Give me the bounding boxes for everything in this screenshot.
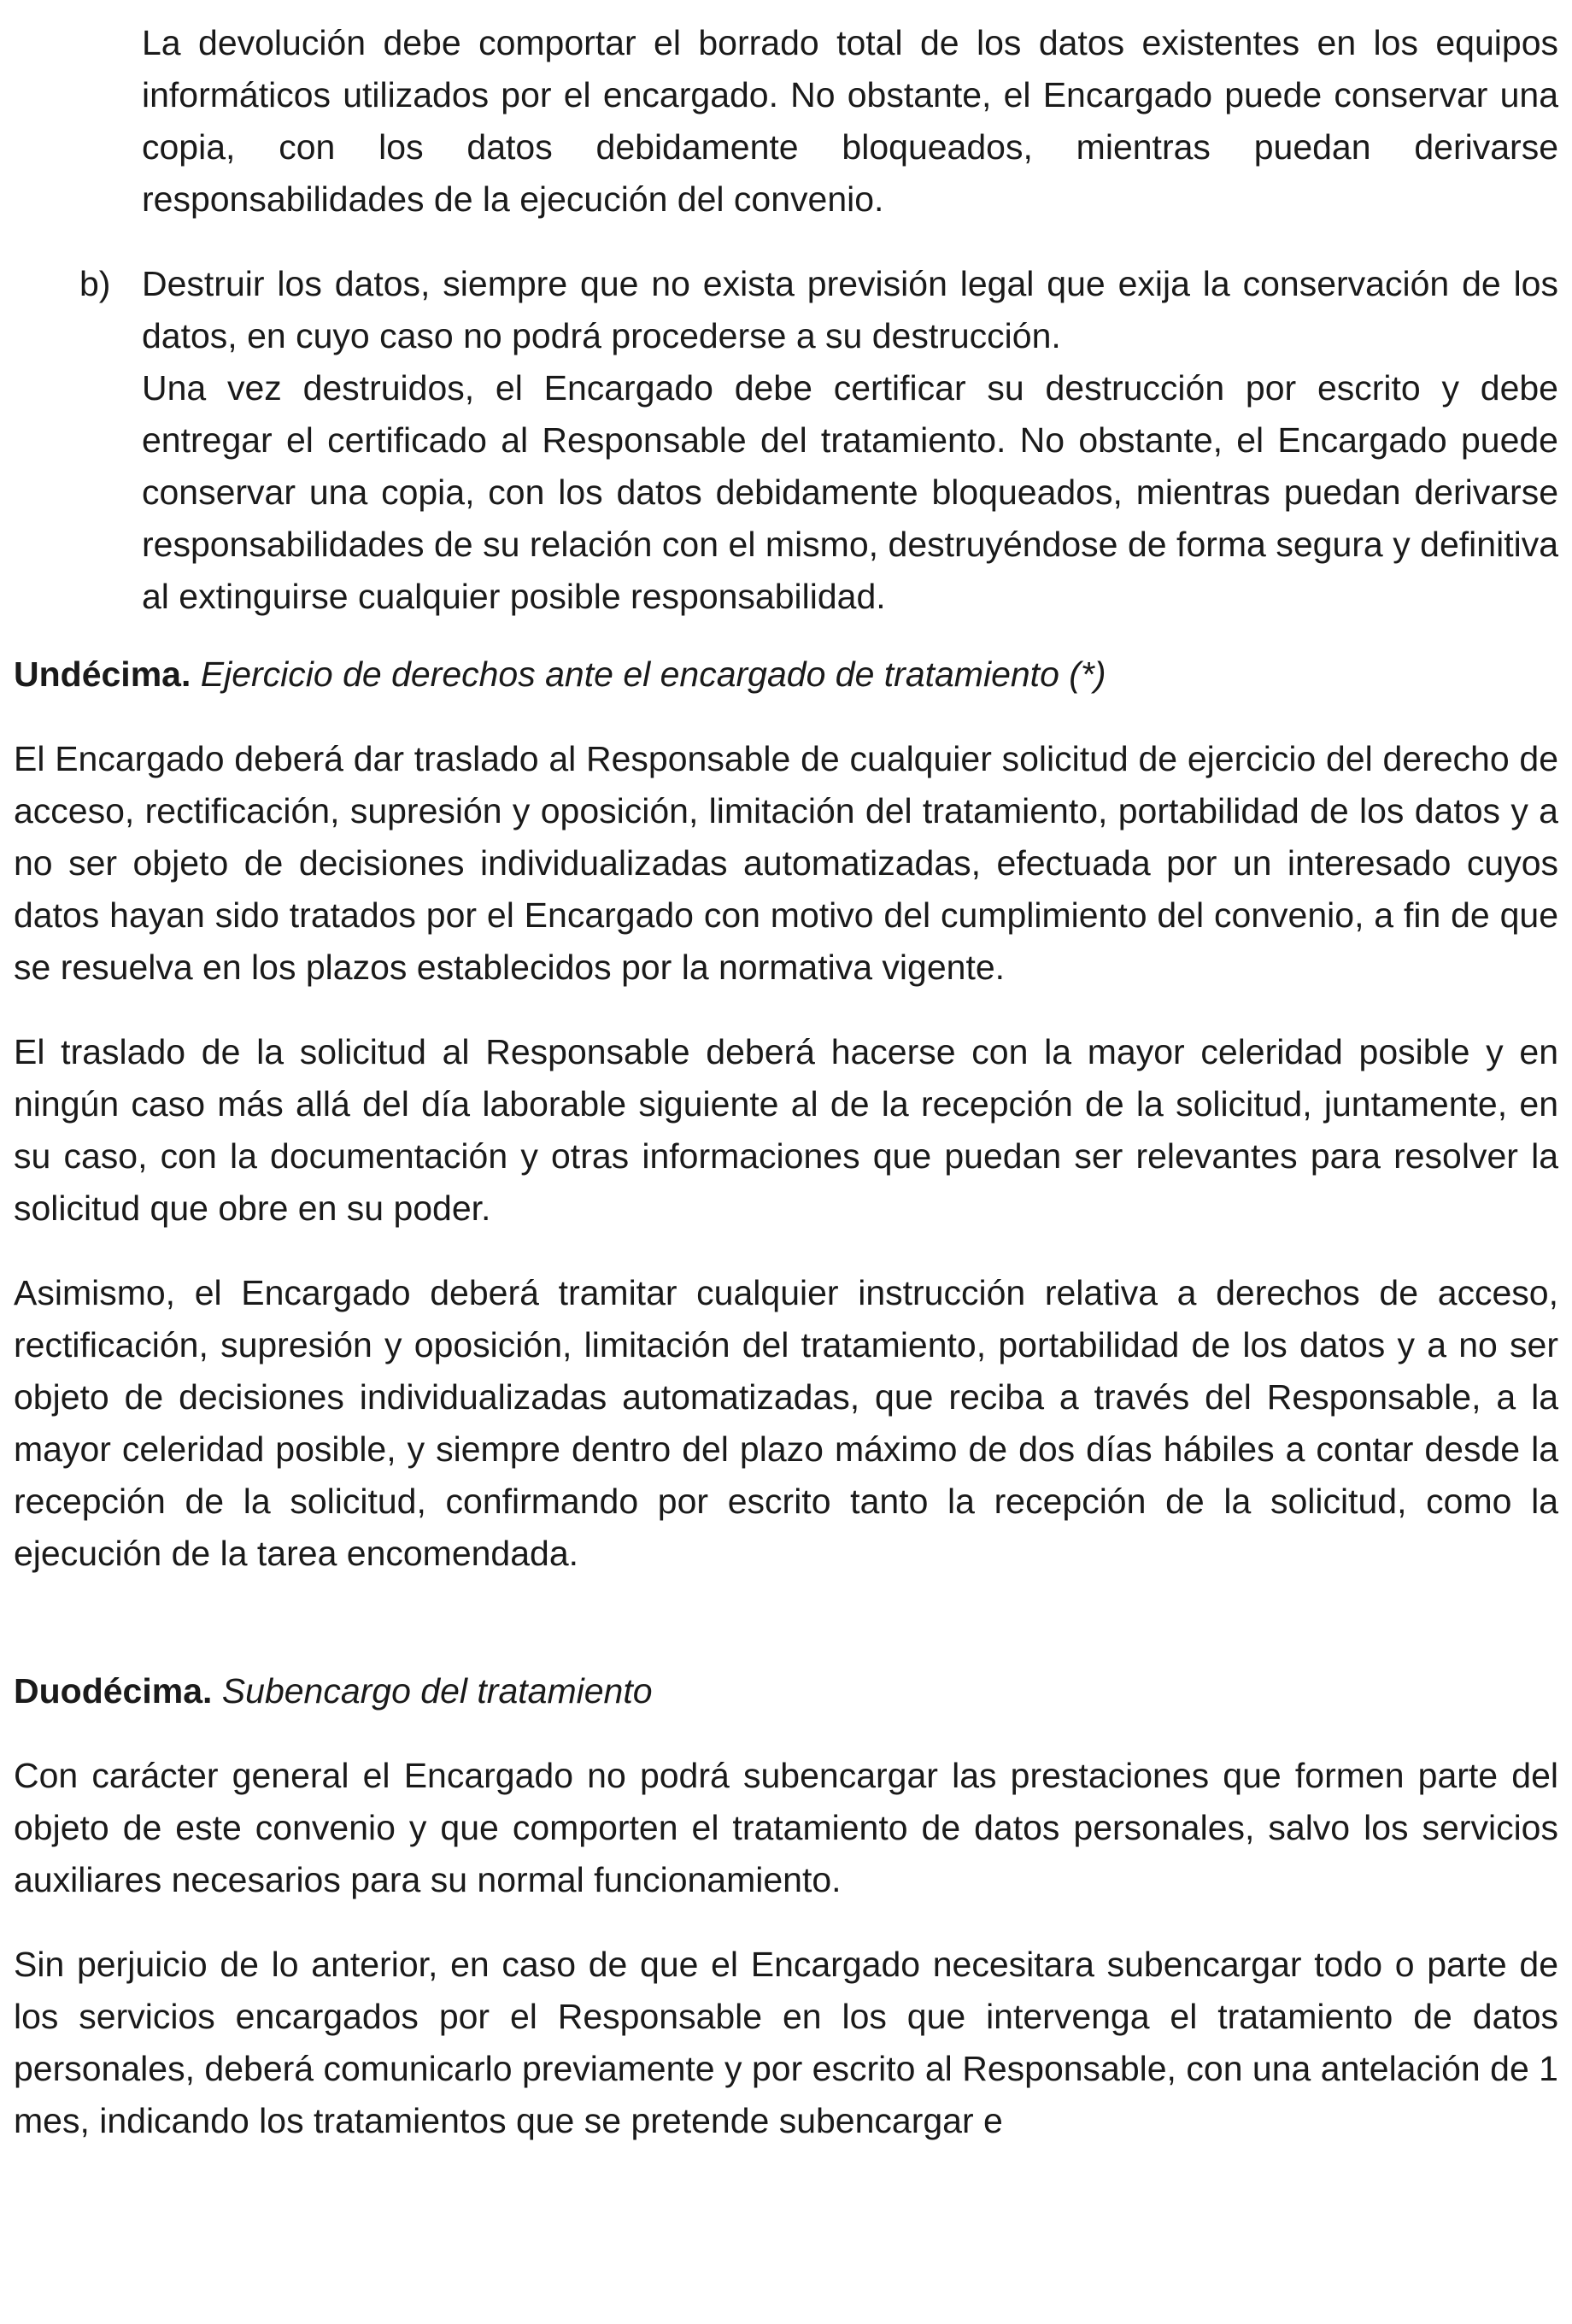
paragraph: Sin perjuicio de lo anterior, en caso de que el Encargado necesitara subencargar todo o parte de los servicios encargados por el Responsable en los que intervenga el tratamiento de datos personales, deberá comunicarlo previamente y por escrito al Responsable, con una antelación de 1 mes, indicando los tratamientos que se pretende subencargar e: [14, 1945, 1558, 2140]
list-item-text: Destruir los datos, siempre que no exista previsión legal que exija la conservación de los datos, en cuyo caso no podrá procederse a su destrucción.: [142, 264, 1558, 355]
document-page: [14, 17, 1558, 2147]
clause-title: Ejercicio de derechos ante el encargado de tratamiento (*): [200, 654, 1106, 694]
continuation-paragraph: La devolución debe comportar el borrado total de los datos existentes en los equipos informáticos utilizados por el encargado. No obstante, el Encargado puede conservar una copia, con los datos debidamente bloqueados, mientras puedan derivarse responsabilidades de la ejecución del convenio.: [142, 23, 1558, 219]
clause-heading-undecima: [14, 648, 1558, 701]
paragraph: Asimismo, el Encargado deberá tramitar cualquier instrucción relativa a derechos de acceso, rectificación, supresión y oposición, limitación del tratamiento, portabilidad de los datos y a no ser objeto de decisiones individualizadas automatizadas, que reciba a través del Responsable, a la mayor celeridad posible, y siempre dentro del plazo máximo de dos días hábiles a contar desde la recepción de la solicitud, confirmando por escrito tanto la recepción de la solicitud, como la ejecución de la tarea encomendada.: [14, 1273, 1558, 1573]
list-marker: b): [79, 264, 111, 303]
clause-number: Undécima.: [14, 654, 191, 694]
clause-heading-duodecima: [14, 1665, 1558, 1717]
clause-number: Duodécima.: [14, 1671, 213, 1711]
list-item-b: [14, 258, 1558, 623]
paragraph: El traslado de la solicitud al Responsable deberá hacerse con la mayor celeridad posible y en ningún caso más allá del día laborable siguiente al de la recepción de la solicitud, juntamente, en su caso, con la documentación y otras informaciones que puedan ser relevantes para resolver la solicitud que obre en su poder.: [14, 1032, 1558, 1228]
clause-title: Subencargo del tratamiento: [221, 1671, 653, 1711]
paragraph: El Encargado deberá dar traslado al Responsable de cualquier solicitud de ejercicio del derecho de acceso, rectificación, supresión y oposición, limitación del tratamiento, portabilidad de los datos y a no ser objeto de decisiones individualizadas automatizadas, efectuada por un interesado cuyos datos hayan sido tratados por el Encargado con motivo del cumplimiento del convenio, a fin de que se resuelva en los plazos establecidos por la normativa vigente.: [14, 739, 1558, 987]
paragraph: Con carácter general el Encargado no podrá subencargar las prestaciones que formen parte del objeto de este convenio y que comporten el tratamiento de datos personales, salvo los servicios auxiliares necesarios para su normal funcionamiento.: [14, 1756, 1558, 1899]
list-item-continuation: Una vez destruidos, el Encargado debe certificar su destrucción por escrito y debe entregar el certificado al Responsable del tratamiento. No obstante, el Encargado puede conservar una copia, con los datos debidamente bloqueados, mientras puedan derivarse responsabilidades de su relación con el mismo, destruyéndose de forma segura y definitiva al extinguirse cualquier posible responsabilidad.: [142, 368, 1558, 616]
